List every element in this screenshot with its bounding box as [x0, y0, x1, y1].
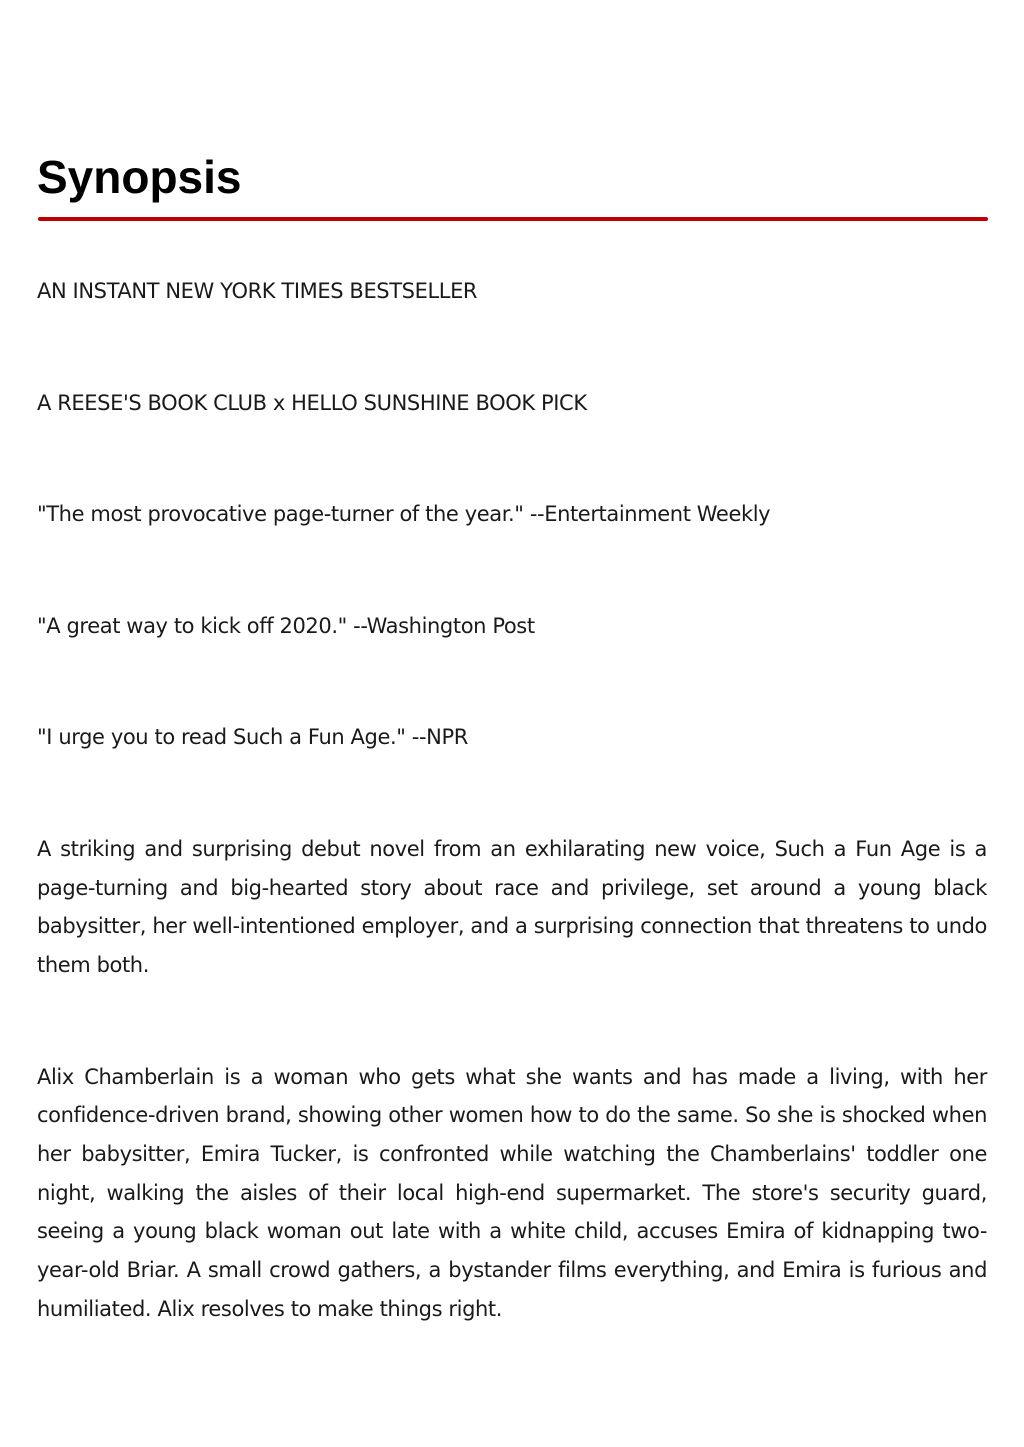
quote-npr: "I urge you to read Such a Fun Age." --NPR [37, 725, 468, 750]
page-title: Synopsis [37, 151, 242, 203]
book-club-line: A REESE'S BOOK CLUB x HELLO SUNSHINE BOOK PICK [37, 390, 587, 415]
quote-washington-post: "A great way to kick off 2020." --Washington Post [37, 613, 535, 638]
plot-paragraph: Alix Chamberlain is a woman who gets what she wants and has made a living, with her confidence-driven brand, showing other women how to do the same. So she is shocked when her babysitter, Emira Tucker, is confronted while watching the Chamberlains' toddler one night, walking the aisles of their local high-end supermarket. The store's security guard, seeing a young black woman out late with a white child, accuses Emira of kidnapping two-year-old Briar. A small crowd gathers, a bystander films everything, and Emira is furious and humiliated. Alix resolves to make things right. [37, 1064, 987, 1321]
synopsis-body [37, 272, 987, 1329]
bestseller-line: AN INSTANT NEW YORK TIMES BESTSELLER [37, 279, 478, 303]
title-divider [38, 217, 988, 221]
quote-entertainment-weekly: "The most provocative page-turner of the year." --Entertainment Weekly [37, 502, 771, 527]
intro-paragraph: A striking and surprising debut novel from an exhilarating new voice, Such a Fun Age is a page-turning and big-hearted story about race and privilege, set around a young black babysitter, her well-intentioned employer, and a surprising connection that threatens to undo them both. [37, 836, 987, 978]
